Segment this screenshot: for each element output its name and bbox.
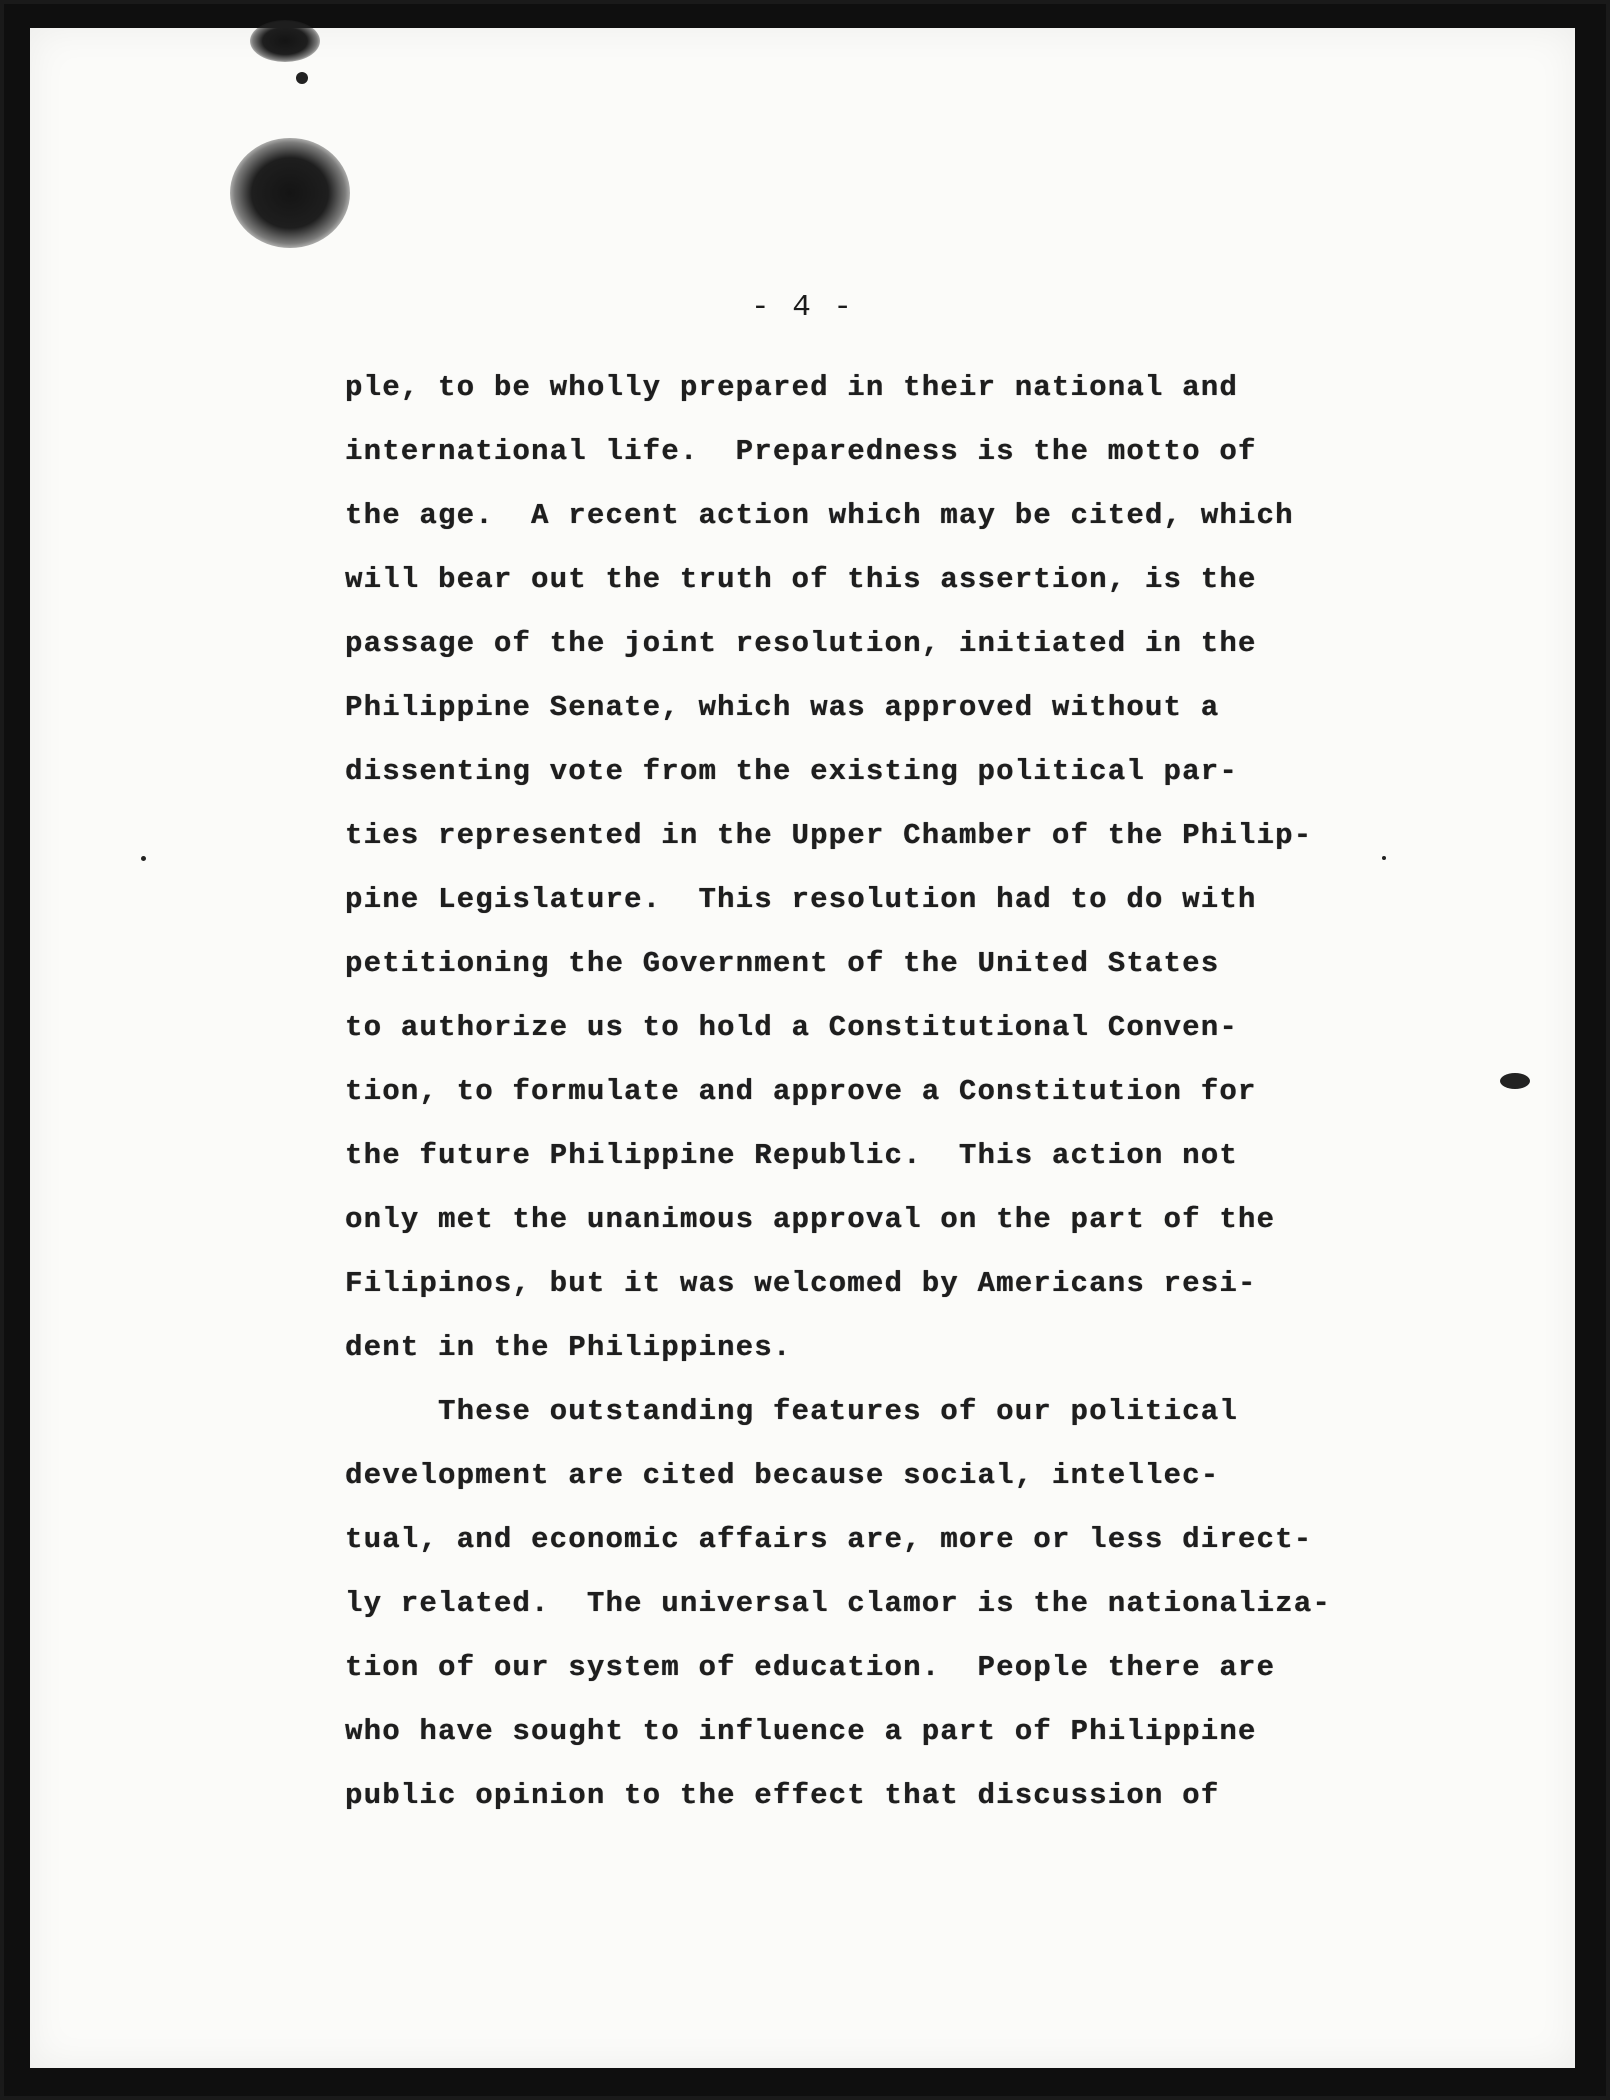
text-line: ties represented in the Upper Chamber of the Philip- bbox=[345, 819, 1313, 852]
text-line: passage of the joint resolution, initiated in the bbox=[345, 627, 1257, 660]
text-line: tion of our system of education. People there are bbox=[345, 1651, 1276, 1684]
text-line: These outstanding features of our political bbox=[345, 1395, 1238, 1428]
text-line: Filipinos, but it was welcomed by Americans resi- bbox=[345, 1267, 1257, 1300]
text-line: the future Philippine Republic. This action not bbox=[345, 1139, 1238, 1172]
text-line: Philippine Senate, which was approved without a bbox=[345, 691, 1220, 724]
ink-blot bbox=[250, 20, 320, 62]
text-line: public opinion to the effect that discussion of bbox=[345, 1779, 1220, 1812]
ink-speck bbox=[141, 856, 146, 861]
text-line: international life. Preparedness is the motto of bbox=[345, 435, 1257, 468]
text-line: only met the unanimous approval on the part of the bbox=[345, 1203, 1276, 1236]
text-line: petitioning the Government of the United States bbox=[345, 947, 1220, 980]
text-line: will bear out the truth of this assertion, is the bbox=[345, 563, 1257, 596]
page-number: - 4 - bbox=[750, 290, 854, 325]
text-line: to authorize us to hold a Constitutional Conven- bbox=[345, 1011, 1238, 1044]
text-line: tual, and economic affairs are, more or less direct- bbox=[345, 1523, 1313, 1556]
ink-speck bbox=[296, 72, 308, 84]
text-line: ple, to be wholly prepared in their national and bbox=[345, 371, 1238, 404]
text-line: dissenting vote from the existing political par- bbox=[345, 755, 1238, 788]
text-line: who have sought to influence a part of Philippine bbox=[345, 1715, 1257, 1748]
text-line: pine Legislature. This resolution had to do with bbox=[345, 883, 1257, 916]
body-text bbox=[345, 356, 1405, 1828]
ink-speck bbox=[1500, 1073, 1530, 1089]
text-line: ly related. The universal clamor is the nationaliza- bbox=[345, 1587, 1331, 1620]
text-line: tion, to formulate and approve a Constitution for bbox=[345, 1075, 1257, 1108]
ink-blot bbox=[230, 138, 350, 248]
text-line: dent in the Philippines. bbox=[345, 1331, 792, 1364]
document-page bbox=[30, 28, 1575, 2068]
text-line: development are cited because social, intellec- bbox=[345, 1459, 1220, 1492]
text-line: the age. A recent action which may be cited, which bbox=[345, 499, 1294, 532]
